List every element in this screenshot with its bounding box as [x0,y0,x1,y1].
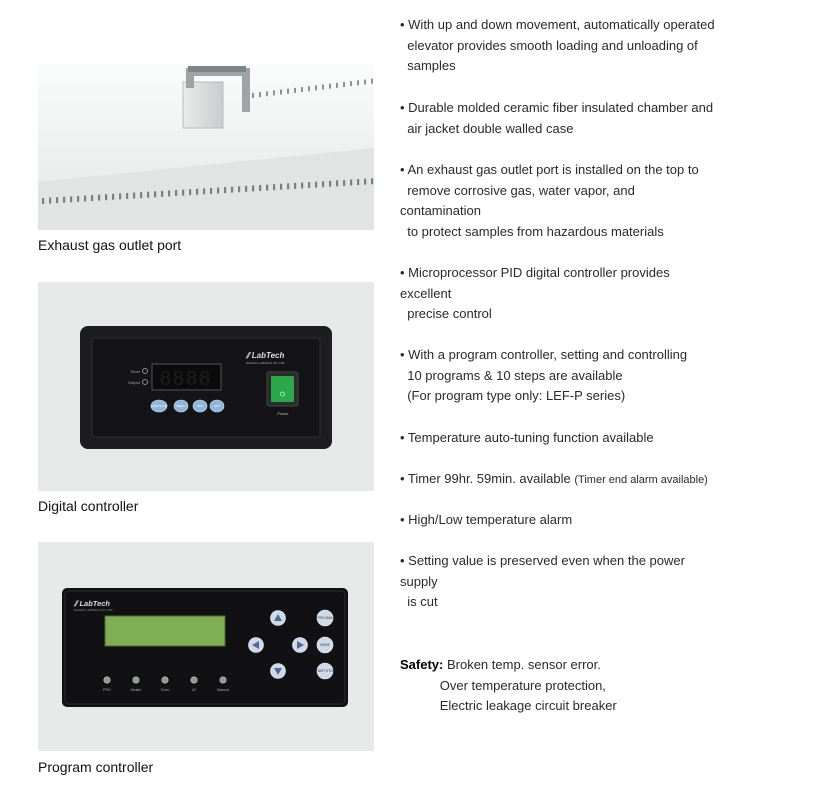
led-label-at: AT [191,688,197,692]
power-label: Power [277,411,289,416]
program-labtech-logo: ⫽ LabTech [74,599,110,608]
feature-autotuning: • Temperature auto-tuning function available [400,430,654,445]
caption-digital-controller: Digital controller [38,498,139,514]
feature-memory: • Setting value is preserved even when the power supply is cut [400,553,685,610]
mode-label: MODE [320,643,330,647]
led-manual [220,677,226,683]
program-company-name: DAIHAN LABTECH CO.,LTD. [74,608,114,612]
safety-line-3: Electric leakage circuit breaker [400,698,617,714]
feature-timer: • Timer 99hr. 59min. available (Timer end alarm available) [400,471,708,486]
enter-label: ENT [214,404,220,408]
timer-note: (Timer end alarm available) [574,474,708,486]
feature-chamber: • Durable molded ceramic fiber insulated chamber and air jacket double walled case [400,100,714,136]
led-label-timer: Timer [160,688,170,692]
power-switch[interactable] [271,376,294,402]
led-timer [162,677,168,683]
feature-exhaust: • An exhaust gas outlet port is installed on the top to remove corrosive gas, water vapor, and contamination to protect samples from hazardous materials [400,162,699,239]
prg-man-label: PRG MAN [317,616,333,620]
timer-indicator-label: Timer [129,369,140,374]
labtech-logo: ⫽ LabTech [246,351,285,360]
output-indicator-label: Output [127,380,140,385]
led-label-manual: Manual [217,688,229,692]
led-heater [133,677,139,683]
digital-controller-photo [38,282,374,491]
safety-label: Safety: [400,657,444,672]
feature-program: • With a program controller, setting and controlling 10 programs & 10 steps are available (For program type only: LEF-P series) [400,347,688,404]
set-label: SET [197,404,203,408]
safety-block [400,655,617,717]
program-controller-photo [38,542,374,751]
feature-pid: • Microprocessor PID digital controller provides excellent precise control [400,265,670,322]
safety-line-1: Broken temp. sensor error. [443,657,601,672]
exhaust-port-photo [38,64,374,230]
menu-label: MENU [176,404,186,408]
led-at [191,677,197,683]
caption-exhaust-port: Exhaust gas outlet port [38,237,182,253]
lamp-stop-label: LAMP STOP [150,404,168,408]
start-stop-label: START STOP [315,669,335,673]
led-prg [104,677,110,683]
feature-alarm: • High/Low temperature alarm [400,512,573,527]
feature-elevator: • With up and down movement, automatically operated elevator provides smooth loading and unloading of samples [400,17,715,74]
led-label-heater: Heater [130,688,142,692]
led-label-prg: PRG [103,688,111,692]
safety-line-2: Over temperature protection, [400,677,606,693]
caption-program-controller: Program controller [38,759,154,775]
company-name: DAIHAN LABTECH CO.,LTD. [246,361,286,365]
led-display: 8888 [159,368,213,390]
